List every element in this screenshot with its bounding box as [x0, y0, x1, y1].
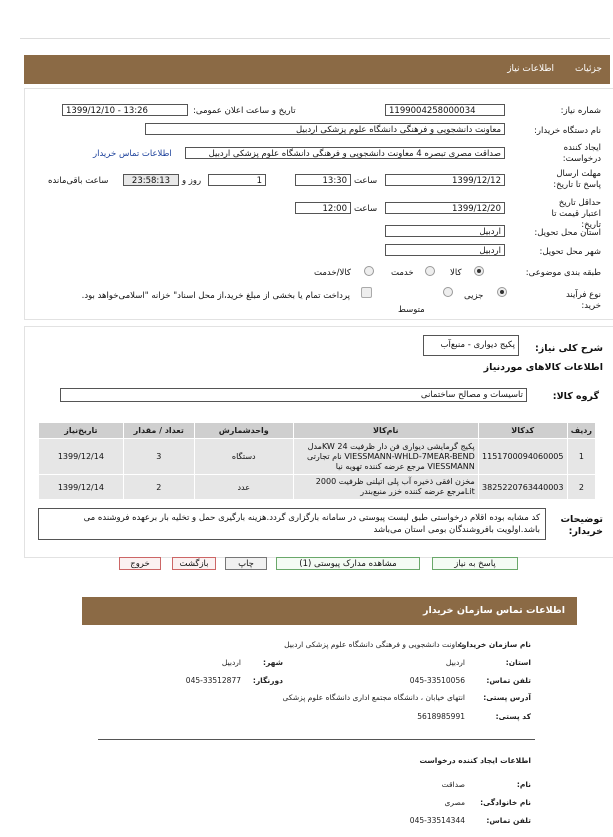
- print-button[interactable]: چاپ: [225, 557, 267, 570]
- row-qty: 2: [123, 475, 194, 500]
- reply-button[interactable]: پاسخ به نیاز: [432, 557, 518, 570]
- goods-info-title: اطلاعات کالاهای موردنیاز: [483, 362, 603, 373]
- contact-address: انتهای خیابان ، دانشگاه مجتمع اداری دانشگاه علوم پزشکی: [282, 693, 465, 702]
- buyer-org-field[interactable]: معاونت دانشجویی و فرهنگی دانشگاه علوم پزشکی اردبیل: [145, 123, 505, 135]
- summary-field[interactable]: پکیج دیواری - منبع‌آب: [423, 335, 519, 356]
- creator-name-label: نام:: [516, 780, 531, 789]
- announce-field[interactable]: 1399/12/10 - 13:26: [62, 104, 188, 116]
- row-code: 3825220763440003: [478, 475, 567, 500]
- col-unit: واحدشمارش: [194, 423, 293, 439]
- creator-tel: 045-33514344: [409, 816, 465, 825]
- validity-time-field[interactable]: 12:00: [295, 202, 351, 214]
- validity-date-field[interactable]: 1399/12/20: [385, 202, 505, 214]
- deadline-time-field[interactable]: 13:30: [295, 174, 351, 186]
- col-name: نام‌کالا: [293, 423, 478, 439]
- creator-family: مصری: [444, 798, 465, 807]
- summary-label: شرح کلی نیاز:: [534, 343, 603, 354]
- row-unit: عدد: [194, 475, 293, 500]
- row-index: 1: [567, 439, 595, 475]
- buyer-notes-field: کد مشابه بوده اقلام درخواستی طبق لیست پیوستی در سامانه بارگزاری گردد.هزینه بارگیری حمل و تخلیه بار برعهده فروشنده می باشد.اولویت بافروشندگان بومی استان می‌باشد: [38, 508, 546, 540]
- creator-family-label: نام خانوادگی:: [480, 798, 531, 807]
- process-type-label: نوع فرآیند خرید:: [565, 290, 601, 311]
- category-label: طبقه بندی موضوعی:: [525, 268, 601, 278]
- province-label: استان محل تحویل:: [534, 228, 601, 238]
- creator-info-title: اطلاعات ایجاد کننده درخواست: [419, 756, 531, 765]
- contact-postal-label: کد پستی:: [495, 712, 531, 721]
- tab-details[interactable]: جزئیات: [575, 64, 602, 74]
- buyer-notes-label: توضیحات خریدار:: [560, 514, 603, 537]
- creator-tel-label: تلفن تماس:: [486, 816, 531, 825]
- contact-phone-label: تلفن تماس:: [486, 676, 531, 685]
- contact-header: [82, 597, 577, 625]
- goods-group-label: گروه کالا:: [552, 391, 599, 402]
- contact-fax-label: دورنگار:: [252, 676, 283, 685]
- row-code: 1151700094060005: [478, 439, 567, 475]
- row-date: 1399/12/14: [39, 475, 124, 500]
- radio-partial[interactable]: [497, 287, 507, 297]
- table-row[interactable]: [39, 475, 596, 500]
- days-label: روز و: [182, 176, 202, 186]
- contact-phone: 045-33510056: [409, 676, 465, 685]
- row-name: پکیج گرمایشی دیواری فن دار ظرفیت 24 KWمدل VIESSMANN-WHLD-7MEAR-BEND نام تجارتی VIESSMANN مرجع عرضه کننده تهویه نیا: [293, 439, 478, 475]
- goods-table: [38, 422, 596, 500]
- top-divider: [20, 38, 610, 39]
- remaining-label: ساعت باقی‌مانده: [48, 176, 109, 186]
- creator-name: صداقت: [441, 780, 465, 789]
- row-unit: دستگاه: [194, 439, 293, 475]
- goods-table-header: [39, 423, 596, 439]
- days-field[interactable]: 1: [208, 174, 266, 186]
- deadline-label: مهلت ارسال پاسخ تا تاریخ:: [553, 169, 601, 190]
- need-number-field[interactable]: 1199004258000034: [385, 104, 505, 116]
- buyer-contact-link[interactable]: اطلاعات تماس خریدار: [93, 149, 172, 159]
- radio-partial-label: جزیی: [464, 291, 484, 301]
- col-date: تاریخ‌نیاز: [39, 423, 124, 439]
- creator-field[interactable]: صداقت مصری تبصره 4 معاونت دانشجویی و فرهنگی دانشگاه علوم پزشکی اردبیل: [185, 147, 505, 159]
- table-row[interactable]: [39, 439, 596, 475]
- creator-label: ایجاد کننده درخواست:: [562, 143, 601, 164]
- city-field[interactable]: اردبیل: [385, 244, 505, 256]
- deadline-date-field[interactable]: 1399/12/12: [385, 174, 505, 186]
- treasury-checkbox[interactable]: [361, 287, 372, 298]
- validity-time-label: ساعت: [354, 204, 378, 214]
- radio-medium-label: متوسط: [398, 305, 425, 315]
- contact-city: اردبیل: [221, 658, 241, 667]
- attachments-button[interactable]: مشاهده مدارک پیوستی (1): [276, 557, 420, 570]
- row-name: مخزن افقی ذخیره آب پلی اتیلنی ظرفیت 2000 Litمرجع عرضه کننده خزر منبع‌بندر: [293, 475, 478, 500]
- buyer-org-label: نام دستگاه خریدار:: [534, 126, 601, 136]
- radio-service-label: خدمت: [391, 268, 414, 278]
- col-qty: تعداد / مقدار: [123, 423, 194, 439]
- contact-divider: [98, 739, 535, 740]
- back-button[interactable]: بازگشت: [172, 557, 216, 570]
- city-label: شهر محل تحویل:: [539, 247, 601, 257]
- contact-postal: 5618985991: [417, 712, 465, 721]
- contact-address-label: آدرس پستی:: [483, 693, 531, 702]
- contact-org: معاونت دانشجویی و فرهنگی دانشگاه علوم پزشکی اردبیل: [284, 640, 465, 649]
- remaining-time-field: 23:58:13: [123, 174, 179, 186]
- deadline-time-label: ساعت: [354, 176, 378, 186]
- contact-org-label: نام سازمان خریدار:: [459, 640, 531, 649]
- contact-province-label: استان:: [505, 658, 531, 667]
- treasury-payment-note: پرداخت تمام یا بخشی از مبلغ خرید،از محل اسناد" خزانه "اسلامی‌خواهد بود.: [81, 291, 350, 301]
- contact-city-label: شهر:: [263, 658, 283, 667]
- row-index: 2: [567, 475, 595, 500]
- announce-label: تاریخ و ساعت اعلان عمومی:: [193, 106, 296, 116]
- province-field[interactable]: اردبیل: [385, 225, 505, 237]
- goods-group-field[interactable]: تاسیسات و مصالح ساختمانی: [60, 388, 527, 402]
- radio-medium[interactable]: [443, 287, 453, 297]
- contact-fax: 045-33512877: [185, 676, 241, 685]
- radio-service[interactable]: [425, 266, 435, 276]
- contact-province: اردبیل: [445, 658, 465, 667]
- col-code: کدکالا: [478, 423, 567, 439]
- radio-goods-service-label: کالا/خدمت: [314, 268, 351, 278]
- tab-need-info[interactable]: اطلاعات نیاز: [507, 64, 554, 74]
- page-header: [24, 55, 610, 84]
- col-index: ردیف: [567, 423, 595, 439]
- min-validity-label: حداقل تاریخ اعتبار قیمت تا تاریخ:: [551, 198, 601, 230]
- radio-goods-label: کالا: [450, 268, 462, 278]
- contact-title: اطلاعات تماس سازمان خریدار: [422, 605, 565, 616]
- row-qty: 3: [123, 439, 194, 475]
- radio-goods-service[interactable]: [364, 266, 374, 276]
- row-date: 1399/12/14: [39, 439, 124, 475]
- exit-button[interactable]: خروج: [119, 557, 161, 570]
- need-number-label: شماره نیاز:: [560, 106, 601, 116]
- radio-goods[interactable]: [474, 266, 484, 276]
